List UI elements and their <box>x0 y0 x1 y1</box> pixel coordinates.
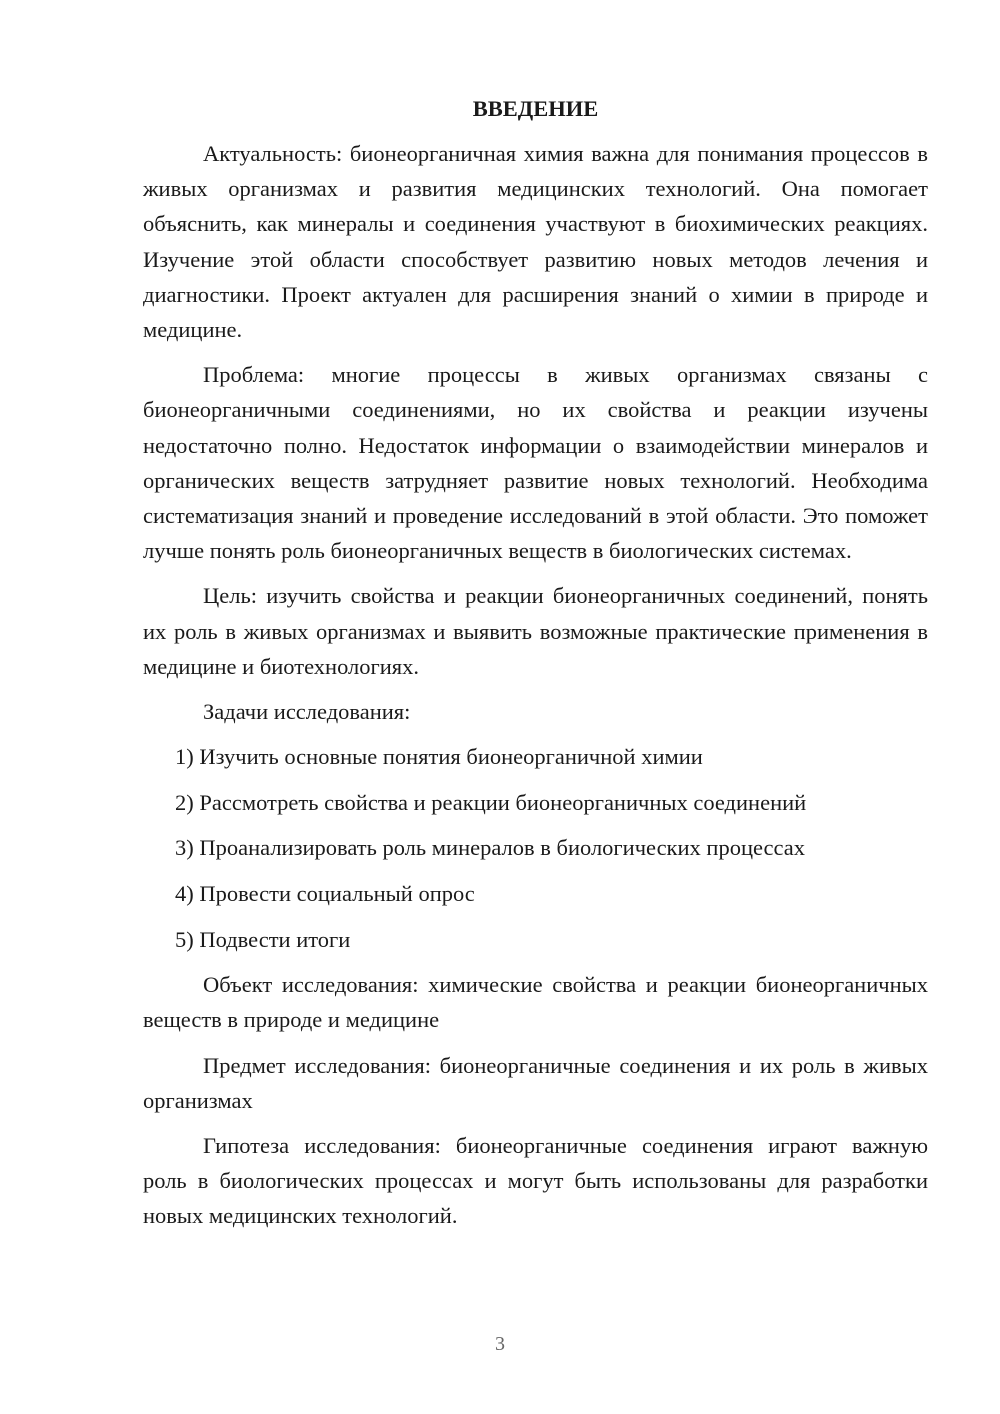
list-item: 2) Рассмотреть свойства и реакции бионеорганичных соединений <box>175 789 807 815</box>
paragraph-relevance: Актуальность: бионеорганичная химия важна для понимания процессов в живых организмах и развития медицинских технологий. Она помогает объяснить, как минералы и соединения участвуют в биохимических реакциях. Изучение этой области способствует развитию новых методов лечения и диагностики. Проект актуален для расширения знаний о химии в природе и медицине. <box>143 141 928 343</box>
paragraph-goal: Цель: изучить свойства и реакции бионеорганичных соединений, понять их роль в живых организмах и выявить возможные практические применения в медицине и биотехнологиях. <box>143 583 928 679</box>
list-item: 4) Провести социальный опрос <box>175 881 475 907</box>
paragraph-hypothesis: Гипотеза исследования: бионеорганичные соединения играют важную роль в биологических процессах и могут быть использованы для разработки новых медицинских технологий. <box>143 1133 928 1229</box>
paragraph-problem: Проблема: многие процессы в живых организмах связаны с бионеорганичными соединениями, но их свойства и реакции изучены недостаточно полно. Недостаток информации о взаимодействии минералов и органических веществ затрудняет развитие новых технологий. Необходима систематизация знаний и проведение исследований в этой области. Это поможет лучше понять роль бионеорганичных веществ в биологических системах. <box>143 362 928 564</box>
list-item: 1) Изучить основные понятия бионеорганичной химии <box>175 744 703 770</box>
document-page <box>143 92 928 1244</box>
list-item: 5) Подвести итоги <box>175 926 351 952</box>
paragraph-object: Объект исследования: химические свойства и реакции бионеорганичных веществ в природе и медицине <box>143 972 928 1033</box>
page-title: ВВЕДЕНИЕ <box>472 96 599 121</box>
tasks-list <box>143 739 928 957</box>
list-item: 3) Проанализировать роль минералов в биологических процессах <box>175 835 806 861</box>
page-number: 3 <box>495 1333 505 1355</box>
paragraph-subject: Предмет исследования: бионеорганичные соединения и их роль в живых организмах <box>143 1052 928 1113</box>
tasks-heading: Задачи исследования: <box>203 699 411 725</box>
